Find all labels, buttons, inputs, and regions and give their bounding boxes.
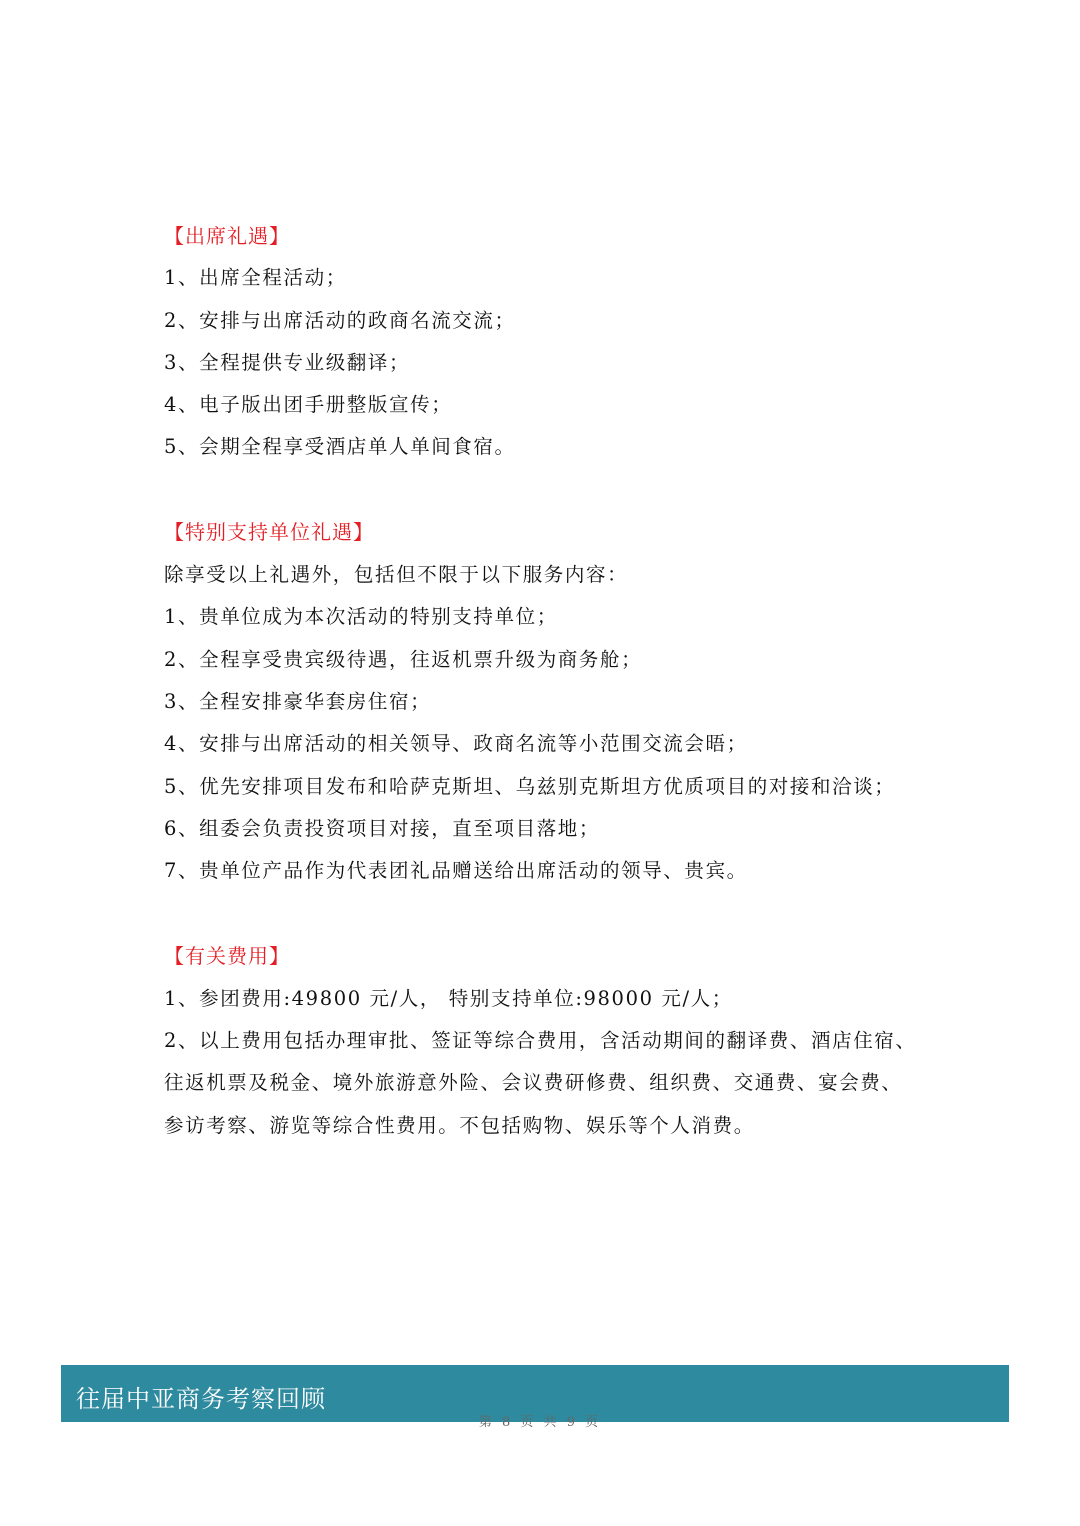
- page-number: 第 8 页 共 9 页: [478, 1415, 602, 1430]
- intro-text: 除享受以上礼遇外，包括但不限于以下服务内容：: [164, 563, 629, 586]
- list-item: 5、会期全程享受酒店单人单间食宿。: [164, 435, 516, 458]
- list-item: 4、电子版出团手册整版宣传；: [164, 393, 453, 416]
- list-item: 1、贵单位成为本次活动的特别支持单位；: [164, 605, 558, 628]
- list-item: 2、全程享受贵宾级待遇，往返机票升级为商务舱；: [164, 648, 643, 671]
- list-item: 2、以上费用包括办理审批、签证等综合费用，含活动期间的翻译费、酒店住宿、: [164, 1029, 917, 1052]
- list-item: 2、安排与出席活动的政商名流交流；: [164, 309, 516, 332]
- section-heading-fees: 【有关费用】: [164, 944, 290, 968]
- list-item-continuation: 参访考察、游览等综合性费用。不包括购物、娱乐等个人消费。: [164, 1114, 755, 1137]
- list-item: 1、参团费用:49800 元/人， 特别支持单位:98000 元/人；: [164, 987, 733, 1010]
- list-item: 6、组委会负责投资项目对接，直至项目落地；: [164, 817, 601, 840]
- list-item: 1、出席全程活动；: [164, 266, 347, 289]
- list-item: 4、安排与出席活动的相关领导、政商名流等小范围交流会晤；: [164, 732, 748, 755]
- section-heading-attendance-benefits: 【出席礼遇】: [164, 224, 290, 248]
- list-item: 3、全程提供专业级翻译；: [164, 351, 411, 374]
- review-banner: [61, 1365, 1009, 1422]
- list-item: 7、贵单位产品作为代表团礼品赠送给出席活动的领导、贵宾。: [164, 859, 748, 882]
- list-item: 3、全程安排豪华套房住宿；: [164, 690, 432, 713]
- banner-title: 往届中亚商务考察回顾: [76, 1385, 326, 1413]
- list-item: 5、优先安排项目发布和哈萨克斯坦、乌兹别克斯坦方优质项目的对接和洽谈；: [164, 775, 896, 798]
- section-heading-special-support-benefits: 【特别支持单位礼遇】: [164, 520, 374, 544]
- list-item-continuation: 往返机票及税金、境外旅游意外险、会议费研修费、组织费、交通费、宴会费、: [164, 1071, 903, 1094]
